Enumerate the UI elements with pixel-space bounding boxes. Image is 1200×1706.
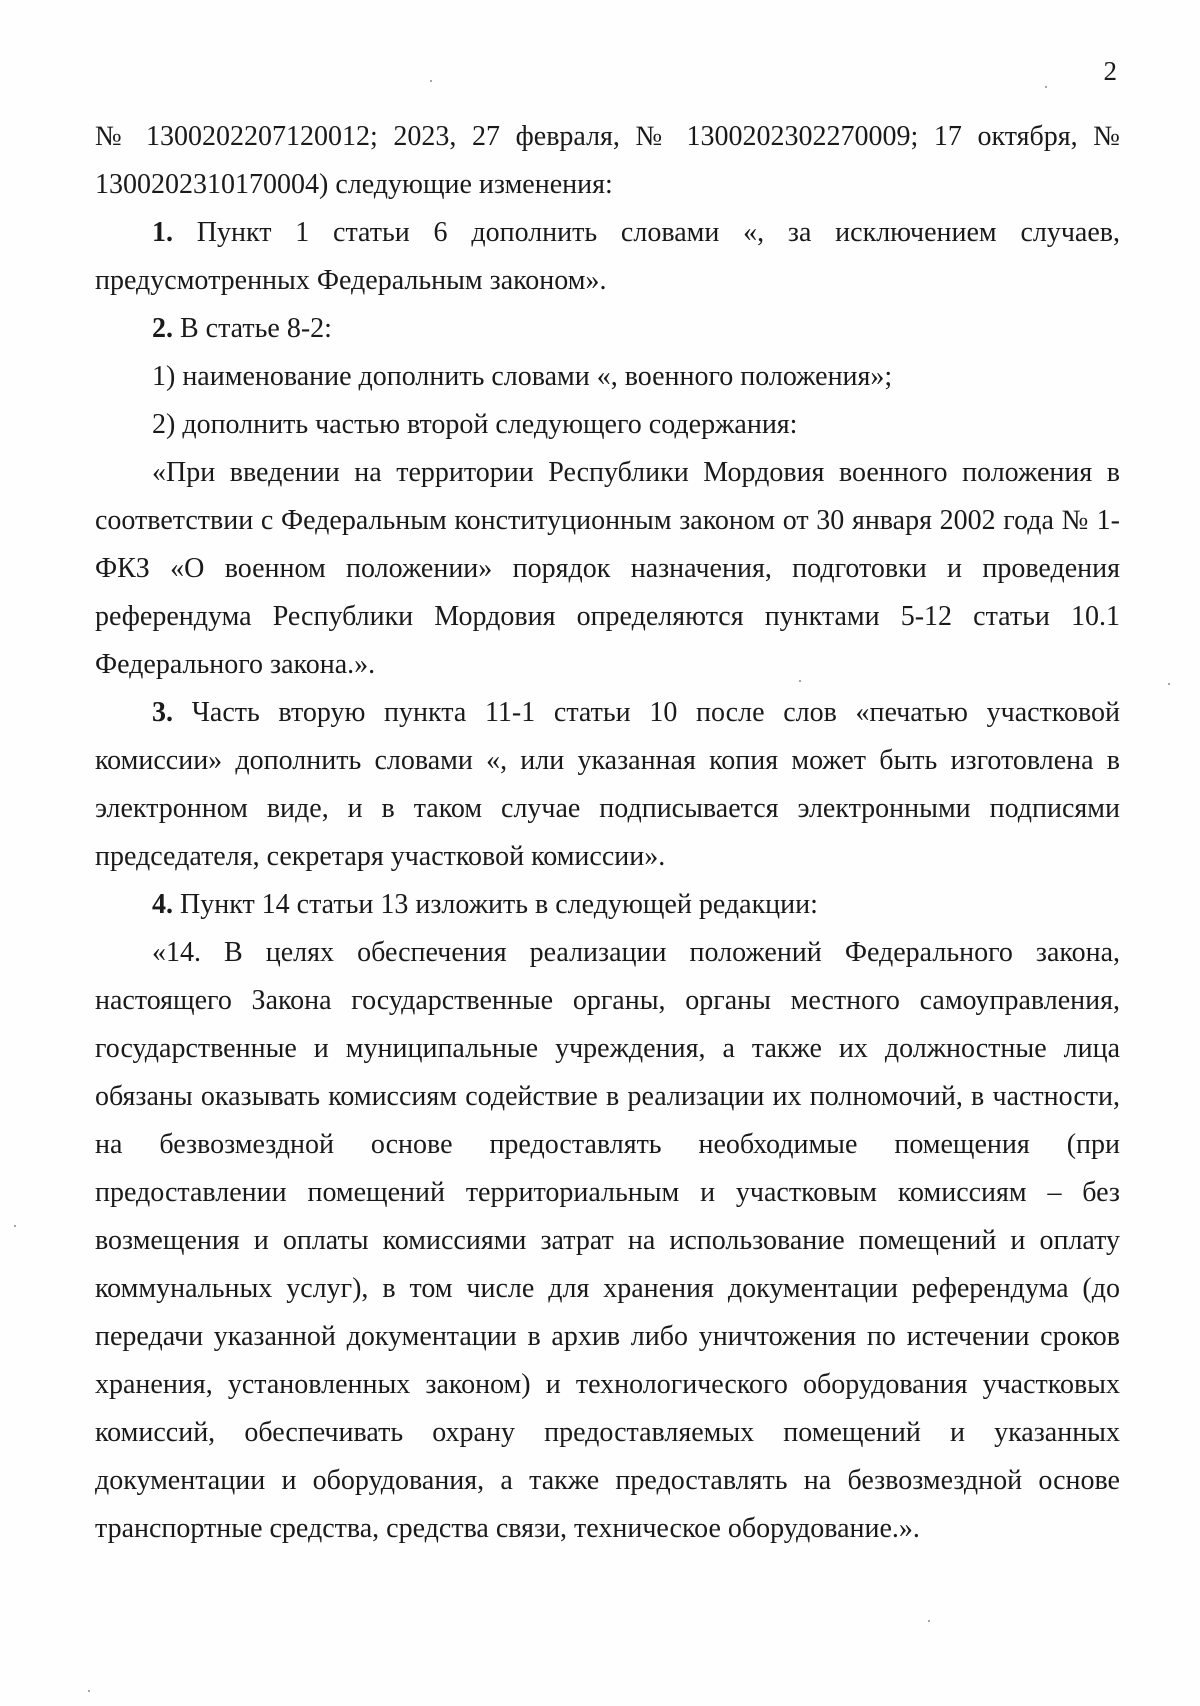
paragraph-text: № 1300202207120012; 2023, 27 февраля, № 1300202302270009; 17 октября, № 1300202310170004) следующие изменения: — [95, 121, 1120, 200]
scan-speck — [430, 80, 432, 82]
paragraph-text: В статье 8-2: — [173, 313, 332, 344]
paragraph-text: «При введении на территории Республики Мордовия военного положения в соответствии с Федеральным конституционным законом от 30 января 2002 года № 1-ФКЗ «О военном положении» порядок назначения, подготовки и проведения референдума Республики Мордовия определяются пунктами 5-12 статьи 10.1 Федерального закона.». — [95, 457, 1120, 680]
paragraph-subitem-2 — [95, 401, 1120, 449]
item-number: 3. — [152, 697, 173, 728]
paragraph-text: 2) дополнить частью второй следующего содержания: — [152, 409, 798, 440]
paragraph-intro — [95, 113, 1120, 209]
paragraph-item-2 — [95, 305, 1120, 353]
scan-speck — [799, 680, 801, 682]
paragraph-item-1 — [95, 209, 1120, 305]
scan-speck — [1168, 683, 1170, 685]
paragraph-quote-point-14 — [95, 929, 1120, 1553]
item-number: 2. — [152, 313, 173, 344]
document-body — [95, 113, 1120, 1553]
paragraph-text: «14. В целях обеспечения реализации положений Федерального закона, настоящего Закона государственные органы, органы местного самоуправления, государственные и муниципальные учреждения, а также их должностные лица обязаны оказывать комиссиям содействие в реализации их полномочий, в частности, на безвозмездной основе предоставлять необходимые помещения (при предоставлении помещений территориальным и участковым комиссиям – без возмещения и оплаты комиссиями затрат на использование помещений и оплату коммунальных услуг), в том числе для хранения документации референдума (до передачи указанной документации в архив либо уничтожения по истечении сроков хранения, установленных законом) и технологического оборудования участковых комиссий, обеспечивать охрану предоставляемых помещений и указанных документации и оборудования, а также предоставлять на безвозмездной основе транспортные средства, средства связи, техническое оборудование.». — [95, 937, 1120, 1544]
paragraph-text: Часть вторую пункта 11-1 статьи 10 после слов «печатью участковой комиссии» дополнить словами «, или указанная копия может быть изготовлена в электронном виде, и в таком случае подписывается электронными подписями председателя, секретаря участковой комиссии». — [95, 697, 1120, 872]
scan-speck — [1045, 86, 1047, 88]
paragraph-quote-martial-law — [95, 449, 1120, 689]
scan-speck — [928, 1620, 930, 1622]
page-number: 2 — [1103, 56, 1117, 86]
paragraph-text: 1) наименование дополнить словами «, военного положения»; — [152, 361, 893, 392]
item-number: 4. — [152, 889, 173, 920]
paragraph-subitem-1 — [95, 353, 1120, 401]
paragraph-text: Пункт 1 статьи 6 дополнить словами «, за исключением случаев, предусмотренных Федеральным законом». — [95, 217, 1120, 296]
scan-speck — [14, 1225, 16, 1227]
paragraph-text: Пункт 14 статьи 13 изложить в следующей редакции: — [173, 889, 818, 920]
item-number: 1. — [152, 217, 173, 248]
scan-speck — [88, 1690, 90, 1692]
paragraph-item-4 — [95, 881, 1120, 929]
paragraph-item-3 — [95, 689, 1120, 881]
